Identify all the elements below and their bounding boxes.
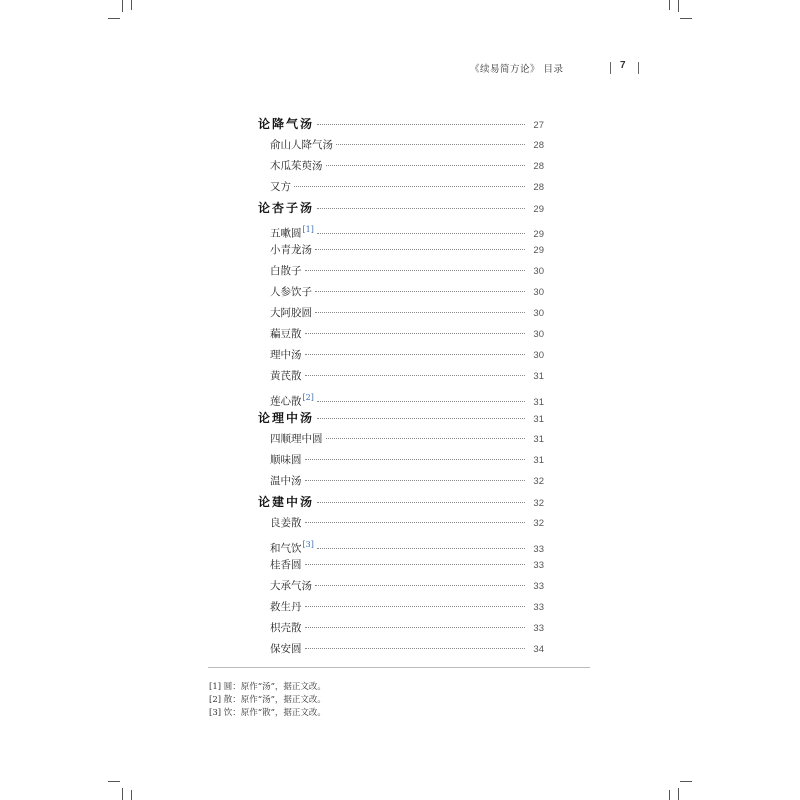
toc-entry-row [258, 618, 544, 639]
running-header-title: 《续易简方论》 目录 [470, 64, 564, 75]
toc-title-text: 论降气汤 [258, 117, 315, 131]
footnote: [3] 饮：原作“散”，据正文改。 [209, 708, 326, 718]
leader-dots [305, 270, 526, 271]
toc-entry-row [258, 639, 544, 660]
leader-dots [315, 249, 525, 250]
leader-dots [336, 144, 525, 145]
toc-title [270, 555, 302, 576]
toc-chapter-row [258, 408, 544, 429]
header-separator-left [610, 62, 611, 74]
toc-title [270, 639, 302, 660]
toc-title [270, 366, 302, 387]
toc-page-number: 28 [533, 140, 544, 151]
toc-entry-row [258, 366, 544, 387]
toc-page-number: 28 [533, 182, 544, 193]
toc-title [270, 471, 302, 492]
toc-title [270, 429, 323, 450]
toc-title-text: 保安圆 [270, 643, 302, 655]
toc-entry-row [258, 177, 544, 198]
toc-title-text: 木瓜茱萸汤 [270, 160, 323, 172]
toc-title [270, 156, 323, 177]
crop-mark-bottom-right-v [669, 790, 670, 800]
leader-dots [305, 564, 526, 565]
crop-mark-top-left-v2 [131, 0, 132, 10]
leader-dots [305, 480, 526, 481]
crop-mark-top-right-v [669, 0, 670, 10]
toc-entry-row [258, 471, 544, 492]
toc-page-number: 31 [533, 371, 544, 382]
toc-page-number: 31 [533, 455, 544, 466]
leader-dots [315, 585, 525, 586]
toc-page-number: 30 [533, 329, 544, 340]
toc-title [270, 135, 333, 156]
toc-title-text: 桂香圆 [270, 559, 302, 571]
toc-page-number: 29 [533, 228, 544, 240]
toc-title-text: 枳壳散 [270, 622, 302, 634]
crop-mark-top-left-h [108, 18, 120, 19]
leader-dots [317, 233, 525, 234]
toc-entry-row [258, 324, 544, 345]
toc-title [270, 240, 312, 261]
page-number: 7 [620, 60, 626, 71]
leader-dots [305, 354, 526, 355]
crop-mark-bottom-right-h [680, 781, 692, 782]
toc-title-text: 又方 [270, 181, 291, 193]
leader-dots [317, 401, 525, 402]
toc-title [258, 114, 314, 135]
toc-page-number: 34 [533, 644, 544, 655]
toc-title-text: 理中汤 [270, 349, 302, 361]
toc-title-text: 大阿胶圆 [270, 307, 312, 319]
leader-dots [317, 548, 525, 549]
toc-page-number: 29 [533, 245, 544, 256]
crop-mark-bottom-right-v2 [678, 788, 679, 800]
toc-entry-row [258, 429, 544, 450]
leader-dots [317, 124, 525, 125]
toc-page-number: 30 [533, 287, 544, 298]
toc-page-number: 28 [533, 161, 544, 172]
leader-dots [294, 186, 525, 187]
toc-title-text: 论理中汤 [258, 411, 315, 425]
toc-page-number: 33 [533, 623, 544, 634]
toc-title-text: 人参饮子 [270, 286, 312, 298]
table-of-contents [258, 114, 544, 660]
leader-dots [305, 459, 526, 460]
toc-title [270, 261, 302, 282]
toc-entry-row [258, 450, 544, 471]
toc-page-number: 32 [533, 518, 544, 529]
crop-mark-top-left-v [122, 0, 123, 12]
leader-dots [326, 438, 526, 439]
toc-title-text: 五嗽圆 [270, 227, 302, 240]
toc-title [270, 303, 312, 324]
leader-dots [326, 165, 526, 166]
toc-chapter-row [258, 114, 544, 135]
toc-entry-row [258, 555, 544, 576]
toc-title [270, 513, 302, 534]
toc-page-number: 33 [533, 581, 544, 592]
toc-title-text: 大承气汤 [270, 580, 312, 592]
toc-title [258, 492, 314, 513]
toc-entry-row [258, 240, 544, 261]
toc-title-text: 论杏子汤 [258, 201, 315, 215]
header-separator-right [638, 62, 639, 74]
toc-title-text: 救生丹 [270, 601, 302, 613]
crop-mark-bottom-left-h [108, 781, 120, 782]
toc-page-number: 30 [533, 266, 544, 277]
crop-mark-top-right-v2 [678, 0, 679, 12]
leader-dots [317, 502, 525, 503]
toc-title-text: 四顺理中圆 [270, 433, 323, 445]
toc-title [270, 282, 312, 303]
leader-dots [315, 291, 525, 292]
toc-page-number: 33 [533, 560, 544, 571]
leader-dots [305, 606, 526, 607]
toc-entry-row [258, 156, 544, 177]
toc-page-number: 31 [533, 396, 544, 408]
toc-title-text: 论建中汤 [258, 495, 315, 509]
toc-title-text: 和气饮 [270, 542, 302, 555]
toc-title-text: 藊豆散 [270, 328, 302, 340]
footnote-marker: [2] [302, 393, 314, 402]
toc-title [270, 597, 302, 618]
toc-entry-row [258, 303, 544, 324]
leader-dots [315, 312, 525, 313]
toc-title-text: 小青龙汤 [270, 244, 312, 256]
toc-entry-row [258, 135, 544, 156]
toc-page-number: 33 [533, 543, 544, 555]
leader-dots [305, 627, 526, 628]
toc-page-number: 31 [533, 414, 544, 425]
toc-title [258, 198, 314, 219]
toc-title [258, 408, 314, 429]
footnote: [1] 圆：原作“汤”，据正文改。 [209, 682, 326, 692]
leader-dots [305, 375, 526, 376]
toc-chapter-row [258, 198, 544, 219]
footnotes [209, 681, 326, 720]
toc-title [270, 576, 312, 597]
toc-title-text: 温中汤 [270, 475, 302, 487]
leader-dots [317, 418, 525, 419]
toc-title-text: 俞山人降气汤 [270, 139, 333, 151]
leader-dots [305, 333, 526, 334]
toc-entry-row [258, 219, 544, 240]
footnote-marker: [1] [302, 225, 314, 234]
toc-chapter-row [258, 492, 544, 513]
toc-entry-row [258, 387, 544, 408]
toc-title [270, 450, 302, 471]
leader-dots [317, 208, 525, 209]
crop-mark-bottom-left-v2 [131, 790, 132, 800]
toc-entry-row [258, 597, 544, 618]
crop-mark-top-right-h [680, 18, 692, 19]
toc-title-text: 良姜散 [270, 517, 302, 529]
toc-title-text: 莲心散 [270, 395, 302, 408]
toc-page-number: 32 [533, 476, 544, 487]
footnote: [2] 散：原作“汤”，据正文改。 [209, 695, 326, 705]
toc-entry-row [258, 534, 544, 555]
toc-page-number: 30 [533, 350, 544, 361]
toc-entry-row [258, 261, 544, 282]
toc-title [270, 618, 302, 639]
toc-entry-row [258, 345, 544, 366]
toc-title-text: 黄芪散 [270, 370, 302, 382]
toc-page-number: 29 [533, 204, 544, 215]
toc-title-text: 顺味圆 [270, 454, 302, 466]
toc-page-number: 30 [533, 308, 544, 319]
toc-entry-row [258, 576, 544, 597]
toc-title [270, 324, 302, 345]
toc-title-text: 白散子 [270, 265, 302, 277]
toc-title [270, 177, 291, 198]
toc-page-number: 32 [533, 498, 544, 509]
toc-title [270, 345, 302, 366]
footnote-marker: [3] [302, 540, 314, 549]
footnote-rule [208, 667, 590, 668]
crop-mark-bottom-left-v [122, 788, 123, 800]
toc-page-number: 33 [533, 602, 544, 613]
leader-dots [305, 522, 526, 523]
leader-dots [305, 648, 526, 649]
toc-entry-row [258, 513, 544, 534]
toc-page-number: 31 [533, 434, 544, 445]
toc-page-number: 27 [533, 120, 544, 131]
toc-entry-row [258, 282, 544, 303]
